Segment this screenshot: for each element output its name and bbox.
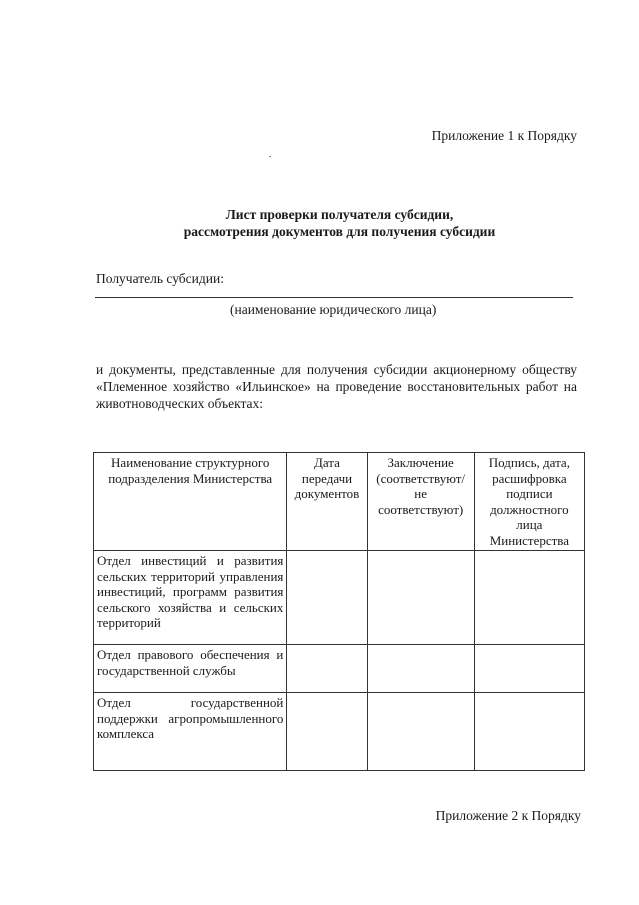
- row-date-cell: [287, 693, 367, 771]
- table-row: [94, 551, 585, 645]
- check-table: [93, 452, 585, 771]
- title-line-1: Лист проверки получателя субсидии,: [225, 207, 454, 222]
- row-date-cell: [287, 645, 367, 693]
- header-signature: Подпись, дата, расшифровка подписи должностного лица Министерства: [474, 453, 584, 551]
- header-conclusion: Заключение (соответствуют/ не соответствуют): [367, 453, 474, 551]
- row-department: Отдел правового обеспечения и государственной службы: [94, 645, 287, 693]
- appendix-1-label: Приложение 1 к Порядку: [431, 128, 577, 143]
- table-row: [94, 693, 585, 771]
- title-line-2: рассмотрения документов для получения субсидии: [183, 224, 496, 239]
- row-signature-cell: [474, 693, 584, 771]
- intro-paragraph: и документы, представленные для получения субсидии акционерному обществу «Племенное хозяйство «Ильинское» на проведение восстановительных работ на животноводческих объектах:: [96, 362, 577, 411]
- header-date: Дата передачи документов: [287, 453, 367, 551]
- row-department: Отдел государственной поддержки агропромышленного комплекса: [94, 693, 287, 771]
- row-date-cell: [287, 551, 367, 645]
- recipient-label: Получатель субсидии:: [96, 271, 224, 286]
- header-department: Наименование структурного подразделения Министерства: [94, 453, 287, 551]
- recipient-hint: (наименование юридического лица): [230, 302, 437, 317]
- appendix-2-label: Приложение 2 к Порядку: [435, 808, 581, 823]
- row-conclusion-cell: [367, 645, 474, 693]
- table-header-row: [94, 453, 585, 551]
- row-conclusion-cell: [367, 693, 474, 771]
- row-signature-cell: [474, 645, 584, 693]
- document-title: [0, 206, 639, 240]
- recipient-fill-line: [95, 297, 573, 298]
- scan-speck: [269, 156, 271, 157]
- row-signature-cell: [474, 551, 584, 645]
- table-row: [94, 645, 585, 693]
- row-conclusion-cell: [367, 551, 474, 645]
- row-department: Отдел инвестиций и развития сельских территорий управления инвестиций, программ развития сельского хозяйства и сельских территорий: [94, 551, 287, 645]
